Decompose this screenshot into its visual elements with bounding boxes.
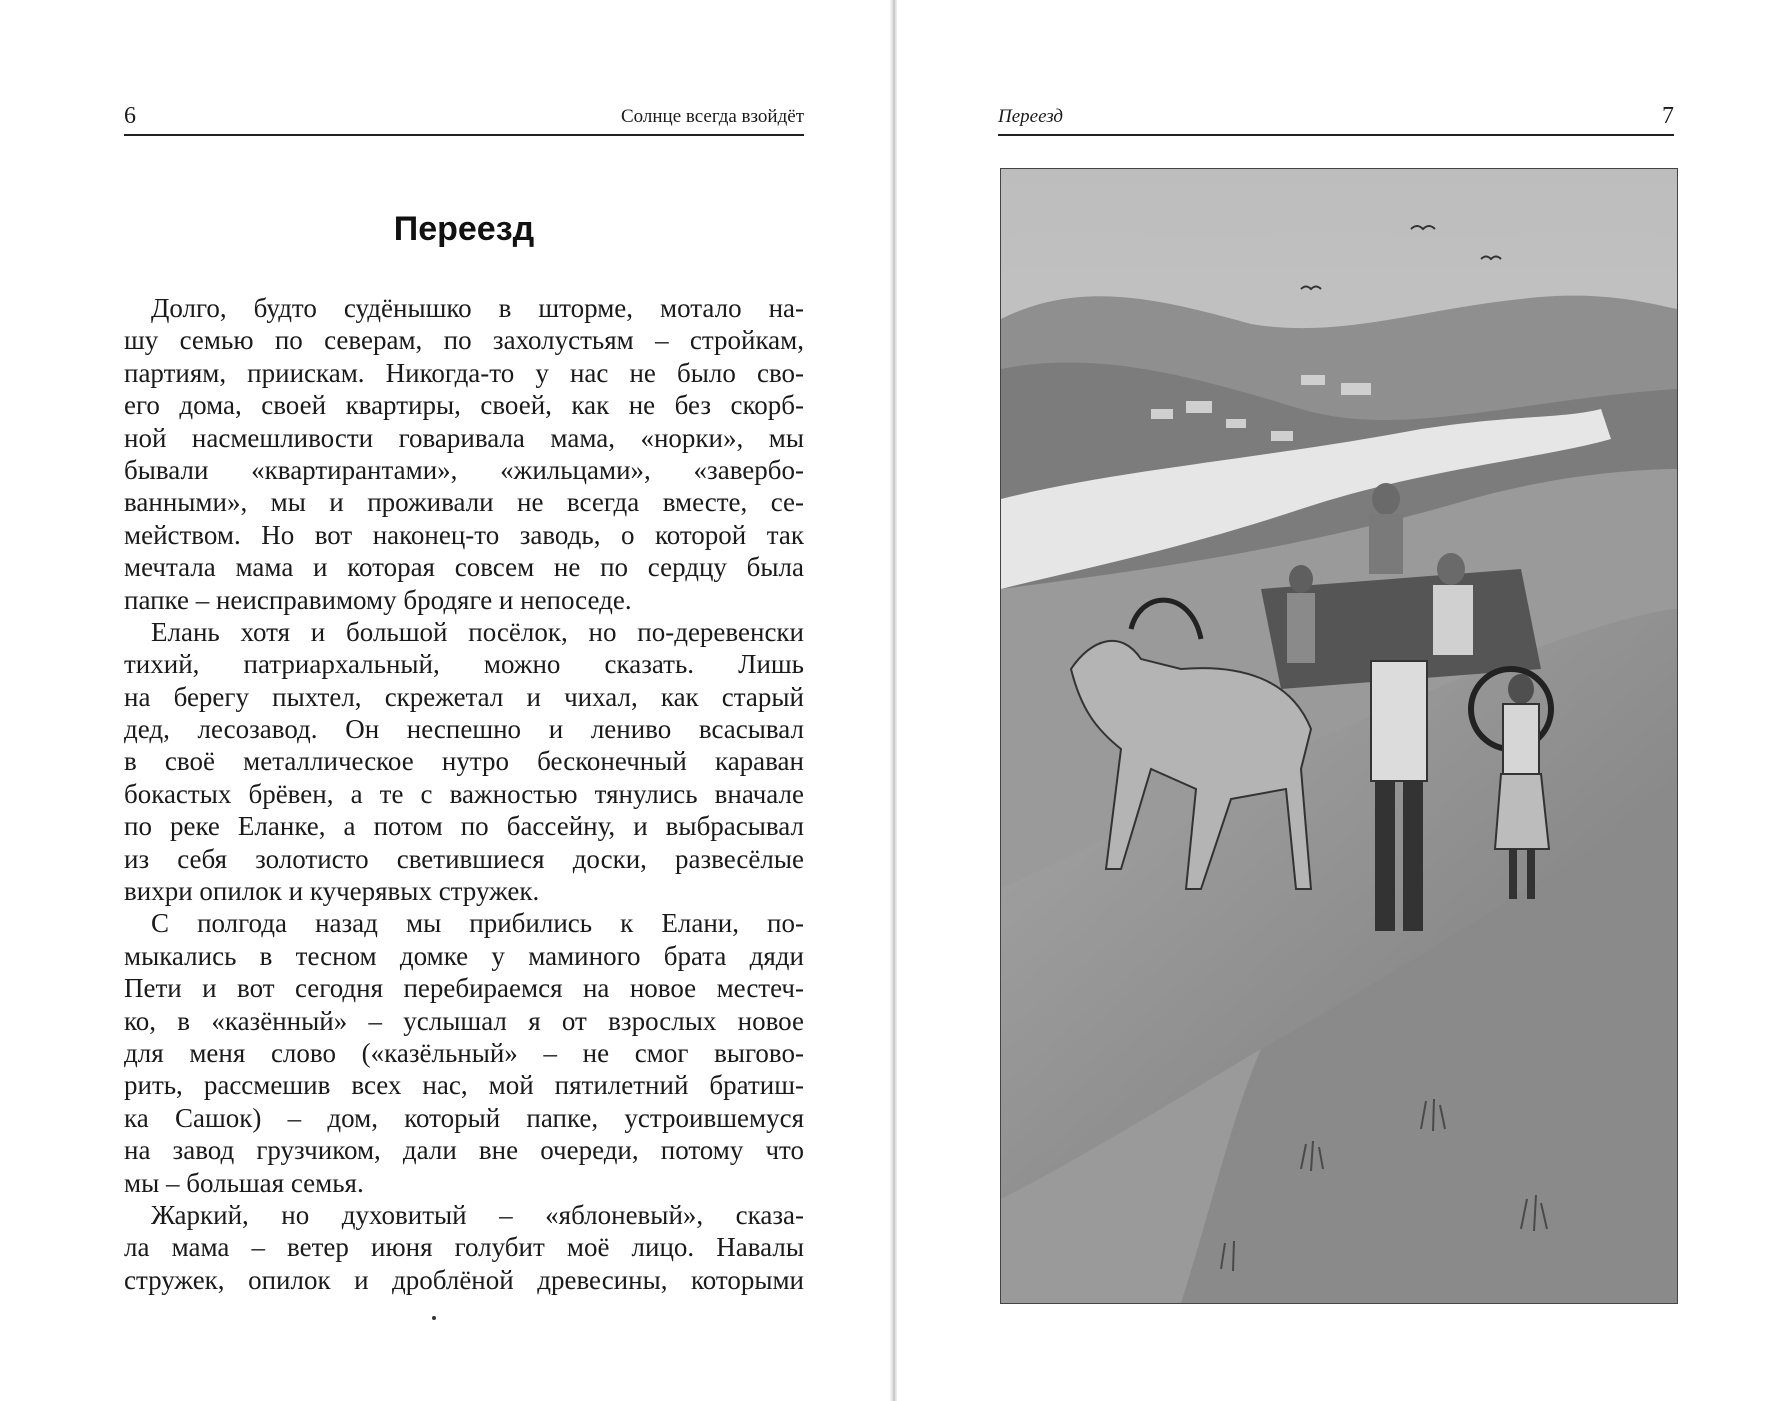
text-line: ла мама – ветер июня голубит моё лицо. Навалы	[124, 1232, 804, 1263]
right-running-title: Переезд	[998, 106, 1064, 127]
text-line: С полгода назад мы прибились к Елани, по-	[151, 908, 804, 939]
text-line: партиям, приискам. Никогда-то у нас не было сво-	[124, 357, 804, 388]
text-line: в своё металлическое нутро бесконечный караван	[124, 746, 804, 777]
text-line: рить, рассмешив всех нас, мой пятилетний братиш-	[124, 1070, 804, 1101]
chapter-title: Переезд	[393, 210, 535, 248]
text-line: для меня слово («казёльный» – не смог выгово-	[124, 1037, 804, 1068]
text-line: по реке Еланке, а потом по бассейну, и выбрасывал	[124, 811, 804, 842]
body-text	[124, 292, 804, 1296]
text-line: Елань хотя и большой посёлок, но по-деревенски	[151, 616, 804, 647]
text-line: мыкались в тесном домке у маминого брата дяди	[124, 940, 804, 971]
text-line: ко, в «казённый» – услышал я от взрослых новое	[124, 1005, 804, 1036]
text-line: Пети и вот сегодня перебираемся на новое местеч-	[124, 973, 804, 1004]
text-line: папке – неисправимому бродяге и непоседе.	[124, 584, 632, 615]
text-line: Долго, будто судёнышко в шторме, мотало на-	[151, 293, 804, 323]
text-line: на завод грузчиком, дали вне очереди, потому что	[124, 1135, 804, 1166]
text-line: Жаркий, но духовитый – «яблоневый», сказа-	[151, 1199, 804, 1230]
illustration-drawing	[1001, 169, 1677, 1303]
left-page-header	[124, 98, 804, 136]
left-running-title: Солнце всегда взойдёт	[620, 106, 804, 127]
text-line: мечтала мама и которая совсем не по сердцу была	[124, 552, 804, 583]
text-line: тихий, патриархальный, можно сказать. Лишь	[124, 649, 804, 680]
text-line: на берегу пыхтел, скрежетал и чихал, как старый	[124, 681, 804, 712]
text-line: ванными», мы и проживали не всегда вместе, се-	[124, 487, 804, 518]
print-speck	[432, 1316, 436, 1320]
text-line: бывали «квартирантами», «жильцами», «завербо-	[124, 454, 804, 485]
right-page	[897, 0, 1791, 1401]
text-line: дед, лесозавод. Он неспешно и лениво всасывал	[124, 714, 804, 745]
text-line: мы – большая семья.	[124, 1167, 364, 1198]
text-line: его дома, своей квартиры, своей, как не без скорб-	[124, 390, 804, 421]
right-page-header	[998, 98, 1674, 136]
left-page-number: 6	[124, 103, 136, 129]
right-page-number: 7	[1662, 103, 1674, 129]
text-line: шу семью по северам, по захолустьям – стройкам,	[124, 325, 804, 356]
left-page	[0, 0, 893, 1401]
text-line: вихри опилок и кучерявых стружек.	[124, 876, 540, 907]
text-line: бокастых брёвен, а те с важностью тянулись вначале	[124, 778, 804, 809]
text-line: ка Сашок) – дом, который папке, устроившемуся	[124, 1102, 804, 1133]
text-line: ной насмешливости говаривала мама, «норки», мы	[124, 422, 804, 453]
chapter-illustration	[1000, 168, 1678, 1304]
text-line: стружек, опилок и дроблёной древесины, которыми	[124, 1264, 804, 1295]
text-line: из себя золотисто светившиеся доски, развесёлые	[124, 843, 804, 874]
text-line: мейством. Но вот наконец-то заводь, о которой так	[124, 519, 804, 550]
